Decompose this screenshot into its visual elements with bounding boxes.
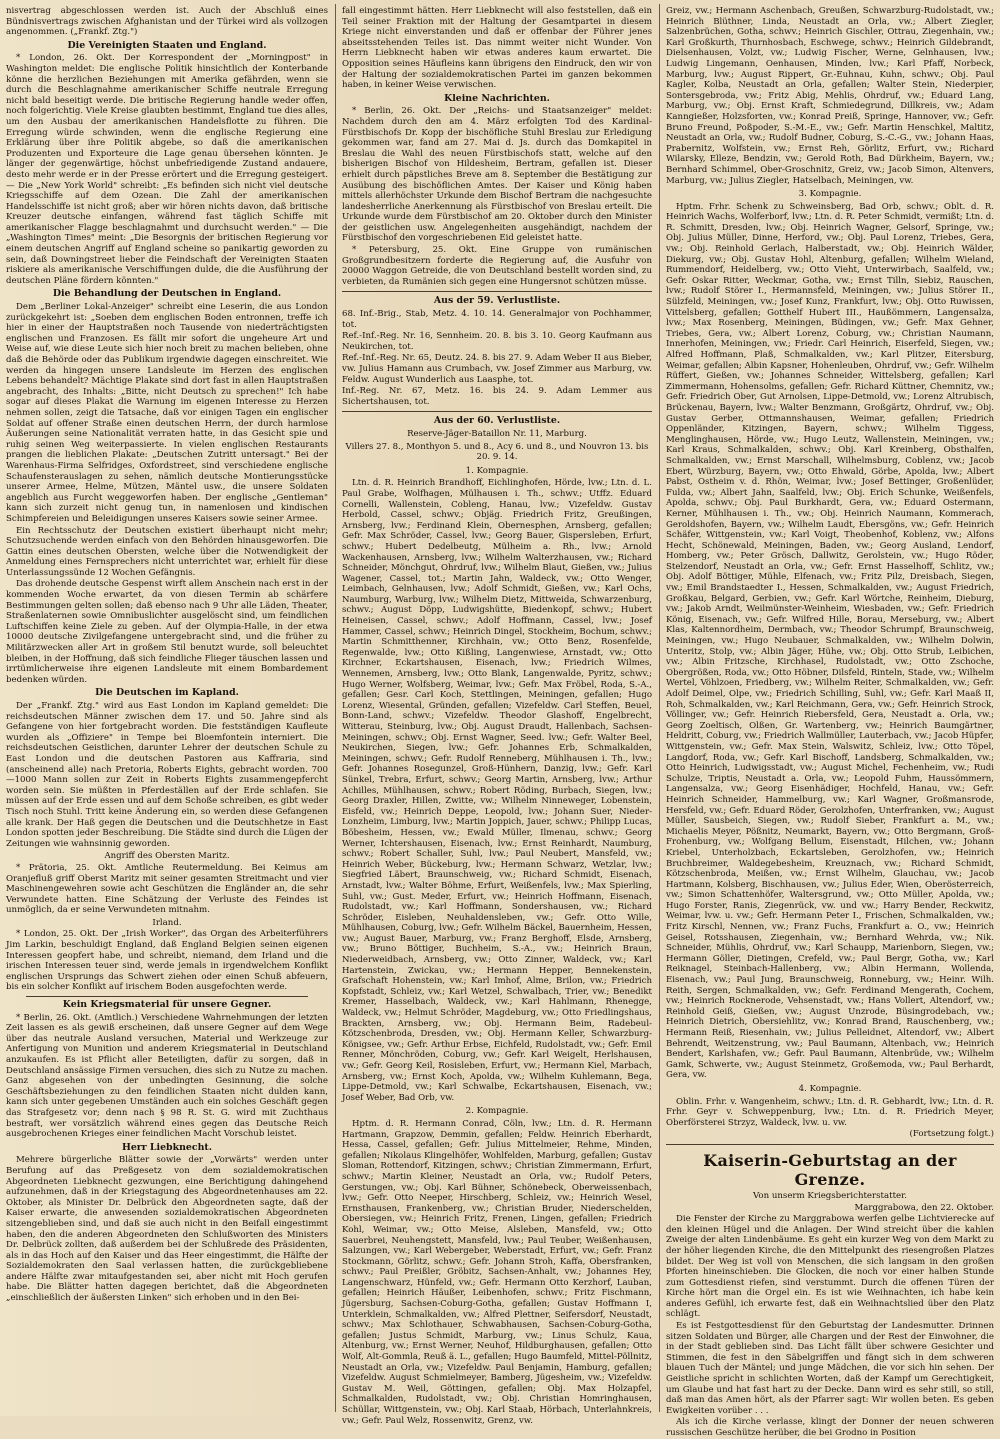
section-heading: Die Vereinigten Staaten und England. xyxy=(67,39,267,51)
article-text: * Prätoria, 25. Okt. Amtliche Reutermeldung. Bei Keimus am Oranjefluß griff Oberst Maritz mit seiner gesamten Streitmacht und vier Maschinengewehren sowie acht Geschützen die Engländer an, die sehr Verwundete hatten. Eine Schätzung der Verluste des Feindes ist unmöglich, da er seine Verwundeten mitnahm. xyxy=(6,862,328,916)
casualty-entry: Inf.-Reg. Nr. 67, Metz. 16. bis 24. 9. Adam Lemmer aus Sichertshausen, tot. xyxy=(342,386,652,407)
section-heading: Aus der 60. Verlustliste. xyxy=(433,415,561,427)
divider xyxy=(26,996,308,997)
battalion-heading: Reserve-Jäger-Bataillon Nr. 11, Marburg. xyxy=(407,428,587,439)
casualty-entry: Ref.-Inf.-Reg. Nr. 65, Deutz. 24. 8. bis 27. 9. Adam Weber II aus Bieber, vw. Julius Hamann aus Crumbach, vw. Josef Zimmer aus Marburg, vw. Feldw. August Wunderlich aus Laasphe, tot. xyxy=(342,353,652,385)
battle-places: Villers 27. 8., Monthyon 5. und 8., Acy 6. und 8., und Nouvron 13. bis 20. 9. 14. xyxy=(345,441,649,463)
article-text: * Berlin, 26. Okt. Der „Reichs- und Staatsanzeiger" meldet: Nachdem durch den am 4. März erfolgten Tod des Kardinal-Fürstbischofs Dr. Kopp der bischöfliche Stuhl Breslau zur Erledigung gekommen war, fand am 27. Mai d. Js. durch das Domkapitel in Breslau die Wahl des neuen Fürstbischofs statt, welche auf den bisherigen Bischof von Hildesheim, Bertram, gefallen ist. Dieser erhielt durch päpstliches Breve am 8. September die Bestätigung zur Ausübung des bischöflichen Amtes. Der Kaiser und König haben mittels allerhöchster Urkunde dem Bischof Bertram die nachgesuchte landesherrliche Anerkennung als Fürstbischof von Breslau erteilt. Die Urkunde wurde dem Fürstbischof am 20. Oktober durch den Minister der geistlichen usw. Angelegenheiten ausgehändigt, nachdem der Fürstbischof den vorgeschriebenen Eid geleistet hatte. xyxy=(342,106,652,244)
article-text: nisvertrag abgeschlossen werden ist. Auch der Abschluß eines Bündnisvertrags zwischen Afghanistan und der Türkei wird als vollzogen angenommen. („Frankf. Ztg.") xyxy=(6,6,328,38)
casualty-entry: 68. Inf.-Brig., Stab, Metz. 4. 10. 14. Generalmajor von Pochhammer, tot. xyxy=(342,309,652,330)
section-heading: Aus der 59. Verlustliste. xyxy=(433,295,561,307)
casualty-list: Ltn. d. R. Heinrich Brandhoff, Eichlinghofen, Hörde, lvw.; Ltn. d. L. Paul Grabe, Wolfhagen, Mülhausen i. Th., schwv.; Utffz. Eduard Cornelli, Wallenstein, Cobleng, Hanau, lvw.; Vizefeldw. Gustav Herbold, Cassel, schwv.; Objäg. Friedrich Fritz, Greußingen, Arnsberg, lvw.; Ferdinand Klein, Obernesphen, Arnsberg, gefallen; Gefr. Max Schröder, Cassel, lvw.; Georg Bauer, Gispersleben, Erfurt, schwv.; Hubert Dedelbeutg, Mülheim a. Rh., lvw.; Arnold Wackenhausen, Arnsberg, lvw.; Wilhelm Walterzhausen, vw.; Richard Schneider, Mönchgut, Ohrdruf, lvw.; Wilhelm Blaut, Gießen, vw.; Julius Wagener, Cassel, tot.; Martin Jahn, Waldeck, vw.; Otto Wenger, Leimbach, Gelnhausen, lvw.; Adolf Schmidt, Gießen, vw.; Karl Ochs, Naumburg, Warburg, lvw.; Wilhelm Dietz, Mittweida, Schwarzenburg, schwv.; August Döpp, Ludwigshütte, Biedenkopf, schwv.; Hubert Heineisen, Cassel, schwv.; Adolf Hoffmann, Cassel, lvw.; Josef Hammer, Cassel, schwv.; Heinrich Dingel, Stockheim, Bochum, schwv.; Martin Schmitthenner, Kirchhain, vw.; Otto Benz, Rosenfelde, Regenwalde, lvw.; Otto Kißling, Langenwiese, Arnstadt, vw.; Otto Kirchner, Eckartshausen, Eisenach, lvw.; Friedrich Wilmes, Wennemen, Arnsberg, lvw.; Otto Blank, Langenwalde, Pyritz, schwv.; Hugo Werner, Wolfsberg, Weimar, lvw.; Gefr. Max Fröbel, Roda, S.-A., gefallen; Gesr. Carl Koch, Stettlingen, Meiningen, gefallen; Hugo Lorenz, Wiesental, Gründen, gefallen; Vizefeldw. Carl Steffen, Beuel, Bonn-Land, schwv.; Vizefeldw. Theodor Glashoff, Engelbrecht, Witterau, Steinburg, lvw.; Obj. August Draudt, Hallenbach, Sachsen-Meiningen, schwv.; Obj. Ernst Wagner, Seed. lvw.; Gefr. Walter Beel, Neukirchen, Siegen, lvw.; Gefr. Johannes Erb, Schmalkalden, Meiningen, schwv.; Gefr. Rudolf Renneberg, Mühlhausen i. Th., lvw.; Gefr. Johannes Rosegunzel, Groß-Hünhern, Danzig, lvw.; Gefr. Karl Sünkel, Trebra, Erfurt, schwv.; Georg Martin, Arnsberg, lvw.; Arthur Achilles, Mühlhausen, schwv.; Robert Röding, Burbach, Siegen, lvw.; Georg Draxler, Hillen, Zwitte, vw.; Wilhelm Ninneweger, Lobenstein, Eisfeld, vw.; Heinrich Deppe, Leopold, lvw.; Johann Suer, Nieder-Lonzheim, Limburg, lvw.; Martin Joppich, Jauer, schwv.; Philipp Lucas, Böbesheim, Hessen, vw.; Ewald Müller, Ilmenau, schwv.; Georg Werner, Ichtershausen, Eisenach, lvw.; Ernst Reinhardt, Naumburg, schwv.; Robert Schaller, Suhl, lvw.; Paul Neubert, Mansfeld, vw.; Heinrich Weber, Bückeburg, lvw.; Hermann Schwarz, Wetzlar, lvw.; Siegfried Läbert, Braunschweig, vw.; Richard Schmidt, Eisenach, Arnstadt, lvw.; Walter Böhme, Erfurt, Weißenfels, lvw.; Max Spierling, Suhl, vw.; Gust. Meder, Erfurt, vw.; Heinrich Hoffmann, Eisenach, Rudolstadt, vw.; Karl Hoffmann, Sondershausen, vw.; Richard Schröder, Eisleben, Neuhaldensleben, vw.; Gefr. Otto Wille, Mühlhausen, Coburg, lvw.; Gefr. Wilhelm Bäckel, Bauernheim, Hessen, vw.; August Bauer, Marburg, vw.; Franz Berghoff, Elsde, Arnsberg, vw.; Bruno Böttiger, Buchheim, S.-A., vw.; Heinrich Braun, Niederweidbach, Arnsberg, vw.; Otto Zinner, Waldeck, vw.; Karl Hartenstein, Zwickau, vw.; Hermann Hepper, Bennekenstein, Grafschaft Hohenstein, vw.; Karl Imhof, Alme, Brilon, vw.; Friedrich Kopfstadt, Schleiz, vw.; Karl Wetzel, Schwalbach, Trier, vw.; Benedikt Kremer, Hasselbach, Waldeck, vw.; Karl Hahlmann, Rhenegge, Waldeck, vw.; Helmut Schröder, Magdeburg, vw.; Otto Friedlingshaus, Brackten, Arnsberg, vw.; Obj. Hermann Beim, Radebeul-Kötzschenbroda, Dresden, vw.; Obj. Hermann Keller, Schwarzburg-Königsee, vw.; Gefr. Arthur Erbse, Eichfeld, Rudolstadt, vw.; Gefr. Emil Renner, Mönchröden, Coburg, vw.; Gefr. Karl Weigelt, Herlshausen, vw.; Gefr. Georg Keil, Rosisleben, Erfurt, vw.; Hermann Kiel, Marbach, Arnsberg, vw.; Ernst Koch, Apolda, vw.; Wilhelm Kuhlemann, Bega, Lippe-Detmold, vw.; Karl Schwalbe, Eckartshausen, Eisenach, vw.; Josef Weber, Bad Orb, vw. xyxy=(342,478,652,1103)
article-text: Als ich die Kirche verlasse, klingt der Donner der neuen schweren russischen Geschütze herüber, die bei Grodno in Position xyxy=(666,1417,994,1438)
article-text: Ein Rechtsschutz der Deutschen existiert überhaupt nicht mehr; Schutzsuchende werden einfach von den Behörden hinausgeworfen. Die Gattin eines deutschen Obersten, welche über die Notwendigkeit der Anmeldung eines Fernsprechers nicht unterrichtet war, erhielt für diese Unterlassungssünde 12 Wochen Gefängnis. xyxy=(6,525,328,578)
section-heading: Kleine Nachrichten. xyxy=(444,92,550,104)
article-text: * Berlin, 26. Okt. (Amtlich.) Verschiedene Wahrnehmungen der letzten Zeit lassen es als gewiß erscheinen, daß unsere Gegner auf dem Wege über das neutrale Ausland versuchen, Material und Werkzeuge zur Anfertigung von Munition und anderem Kriegsmaterial in Deutschland anzukaufen. Es ist Pflicht aller Beteiligten, dafür zu sorgen, daß in Deutschland ansässige Firmen versuchen, dies sich zu Nutze zu machen. Ganz abgesehen von der unbedingten Gesinnung, die solche Geschäftsbeziehungen zu den feindlichen Staaten nicht dulden kann, kann sich unter gegebenen Umständen auch ein solches Geschäft gegen das Strafgesetz vor; denn nach § 98 R. St. G. wird mit Zuchthaus bestraft, wer vorsätzlich während eines gegen das Deutsche Reich ausgebrochenen Krieges einer feindlichen Macht Vorschub leistet. xyxy=(6,1012,328,1140)
article-text: * Petersburg, 25. Okt. Eine Gruppe von rumänischen Großgrundbesitzern forderte die Regierung auf, die Ausfuhr von 20000 Waggon Getreide, die von Deutschland bestellt worden sind, zu verbieten, da Rumänien sich gegen eine Hungersnot schützen müsse. xyxy=(342,245,652,287)
continuation-note: (Fortsetzung folgt.) xyxy=(909,1129,994,1140)
column-divider xyxy=(335,4,336,1412)
section-heading: Herr Liebknecht. xyxy=(121,1141,213,1153)
casualty-list: Greiz, vw.; Hermann Aschenbach, Greußen, Schwarzburg-Rudolstadt, vw.; Heinrich Blüthner, Linda, Neustadt an Orla, vw.; Albert Ziegler, Salzenbrüchen, Gotha, schwv.; Heinrich Gischler, Ottrau, Ziegenhain, vw.; Karl Großkurth, Thurnhosbach, Eschwege, schwv.; Heinrich Gildebrandt, Dielsenhausen, Volzt, vw.; Ludwig Fischer, Werne, Gelnhausen, lvw.; Ludwig Lingemann, Oenhausen, Minden, lvw.; Karl Pfaff, Norbeck, Marburg, lvw.; August Rippert, Gr.-Euhnau, Kuhn, schwv.; Obj. Paul Kagler, Kolba, Neustadt an Orla, gefallen; Walter Stein, Niederpier, Sontersgebroda, vw.; Fritz Abig, Mehlis, Ohrdruf, vw.; Eduard Lang, Marburg, vw.; Obj. Ernst Kraft, Schmiedegrund, Dillkreis, vw.; Adam Kanngießer, Holzsforten, vw.; Konrad Preiß, Springe, Hannover, vw.; Gefr. Bruno Freund, Poßpoder, S.-M.-E., vw.; Gefr. Martin Henschkel, Maltitz, Neustadt an Orla, vw.; Rudolf Budner, Coburg, S.-C.-G., vw.; Johann Haas, Prabernitz, Wolfstein, vw.; Ernst Reh, Görlitz, Erfurt, vw.; Richard Wilarsky, Elleze, Bendzin, vw.; Gerold Roth, Bad Dürkheim, Bayern, vw.; Bernhard Schimmel, Ober-Groschnitz, Greiz, vw.; Jacob Simon, Altenvers, Marburg, vw.; Julius Ziegler, Hatselbach, Meiningen, vw. xyxy=(666,6,994,186)
casualty-list: Oblin. Frhr. v. Wangenheim, schwv.; Ltn. d. R. Gebhardt, lvw.; Ltn. d. R. Frhr. Geyr v. Schweppenburg, lvw.; Ltn. d. R. Friedrich Meyer, Oberförsterei Strzyz, Waldeck, lvw. u. vw. xyxy=(666,1096,994,1128)
casualty-list: Hptm. d. R. Hermann Conrad, Cöln, lvw.; Ltn. d. R. Hermann Hartmann, Grapzow, Demmin, gefallen; Feldw. Heinrich Eberhardt, Hessa, Cassel, gefallen; Gefr. Julius Mittelmeier, Rehme, Minden, gefallen; Nikolaus Klingelhöfer, Wohlfelden, Marburg, gefallen; Gustav Sloman, Rottendorf, Kitzingen, schwv.; Christian Zimmermann, Erfurt, schwv.; Martin Kleiner, Neustadt an Orla, vw.; Rudolf Peters, Gerstungen, vw.; Obj. Karl Bühner, Schönebeck, Oberweissenbach, lvw.; Gefr. Otto Neeper, Hirschberg, Schleiz, vw.; Heinrich Wesel, Ernsthausen, Frankenberg, vw.; Christian Bruder, Niederschelden, Obersiegen, vw.; Heinrich Fritz, Frenen, Lingen, gefallen; Friedrich Kohl, Weimar, vw.; Otto Meise, Alsleben, Mansfeld, vw.; Otto Sauerbrei, Neuhengstett, Mansfeld, lvw.; Paul Teuber, Weißenhausen, Salzungen, vw.; Karl Webergeber, Weberstadt, Erfurt, vw.; Gefr. Franz Stockmann, Görlitz, schwv.; Gefr. Johann Stroh, Kaffa, Obersfranken, schwv.; Paul Preißler, Gröbitz, Sachsen-Anhalt, vw.; Johannes Hey, Langenschwarz, Hünfeld, vw.; Gefr. Hermann Otto Kerzhorf, Lauban, gefallen; Heinrich Häußer, Leibenhofen, schwv.; Fritz Fischmann, Jügersburg, Sachsen-Coburg-Gotha, gefallen; Gustav Hoffmann I, Unterklein, Schmalkalden, vw.; Alfred Plettner, Seifersdorf, Neustadt, schwv.; Max Schlothauer, Schwabhausen, Sachsen-Coburg-Gotha, gefallen; Justus Schmidt, Marburg, vw.; Linus Schulz, Kaua, Altenburg, vw.; Ernst Werner, Neuhof, Hildburghausen, gefallen; Otto Wolf, Alt-Gommla, Reuß ä. L., gefallen; Hugo Baumfeld, Mittel-Pöllnitz, Neustadt an Orla, vw.; Vizefeldw. Paul Benjamin, Hamburg, gefallen; Vizefeldw. August Schmielmeyer, Bamberg, Jügesheim, vw.; Vizefeldw. Gustav M. Weil, Göttingen, gefallen; Obj. Max Holzapfel, Schmalkalden, Rudolstadt, vw.; Obj. Christian Homringhausen, Schüllar, Wittgenstein, vw.; Obj. Karl Staab, Hörbach, Unterlahnkreis, vw.; Gefr. Paul Welz, Rossenwitz, Grenz, vw. xyxy=(342,1118,653,1426)
company-heading: 1. Kompagnie. xyxy=(465,465,529,476)
dateline: Marggrabowa, den 22. Oktober. xyxy=(854,1202,994,1213)
company-heading: 3. Kompagnie. xyxy=(798,189,862,200)
article-text: * London, 25. Okt. Der „Irish Worker", das Organ des Arbeiterführers Jim Larkin, beschuldigt England, daß England Belgien seinen eigenen Interessen geopfert habe, und schreibt, niemand, dem Irland und die irischen Interessen teuer sind, werde jemals in irgendwelchem Konflikt englischen Ursprungs das Schwert ziehen oder einen Schuß abfeuern, bis ein solcher Konflikt auf irischem Boden ausgefochten werde. xyxy=(6,929,328,993)
section-heading: Die Deutschen im Kapland. xyxy=(95,687,239,699)
feature-headline: Kaiserin-Geburtstag an der Grenze. xyxy=(703,1150,957,1189)
article-text: Mehrere bürgerliche Blätter sowie der „Vorwärts" werden unter Berufung auf das Preßgesetz von dem sozialdemokratischen Abgeordneten Liebknecht gezwungen, eine Berichtigung dahingehend aufzunehmen, daß in der Kriegstagung des Abgeordnetenhauses am 22. Oktober, als Minister Dr. Delbrück den Abgeordneten sagte, daß der Kaiser erwarte, die anwesenden sozialdemokratischen Abgeordneten sitzengeblieben sind, und daß sie auch nicht in den Beifall eingestimmt haben, den die anderen Abgeordneten den Schlußworten des Ministers Dr. Delbrück zollten, daß außerdem bei der Schlußrede des Präsidenten, als in das Hoch auf den Kaiser und das Heer eingestimmt, die Hälfte der Sozialdemokraten den Saal verlassen hatten, die zurückgebliebene andere Hälfte zwar mitaufgestanden sei, aber nicht mit Hoch gerufen habe. Die Blätter hatten dagegen berichtet, daß die Abgeordneten „einschließlich der äußersten Linken" sich erhoben und in den Bei- xyxy=(6,1155,328,1304)
section-heading: Die Behandlung der Deutschen in England. xyxy=(52,288,282,300)
article-text: Dem „Berliner Lokal-Anzeiger" schreibt eine Leserin, die aus London zurückgekehrt ist: „Soeben dem englischen Boden entronnen, treffe ich hier in einer der Hauptstraßen noch Tausende von niederträchtigsten englischen und Franzosen. Es fällt mir sofort die ungeheure Art und Weise auf, wie diese Leute sich hier noch breit zu machen belieben, ohne daß die Behörde oder das Publikum irgendwie dagegen einschreitet. Wie werden da hingegen unsere Landsleute im Herzen des englischen Lebens behandelt? Mächtige Plakate sind dort fast in allen Hauptstraßen angebracht, des Inhalts: „Bitte, nicht Deutsch zu sprechen!" Ich habe sogar auf dieses Plakat die Warnung im eigenen Interesse zu Herzen nehmen sollen, zeigt die Tatsache, daß vor einigen Tagen ein englischer Soldat auf offener Straße einen deutschen Herrn, der durch harmlose Äußerungen seine Nationalität verraten hatte, in das Gesicht spie und ruhig seinen Weg weiterpassierte. In vielen englischen Restaurants prangen die lieblichen Plakate: „Deutschen Zutritt untersagt." Bei der Warenhaus-Firma Selfridges, Oxfordstreet, sind verschiedene englische Schaufensterauslagen zu sehen, nämlich deutsche Montierungsstücke unserer Armee, Helme, Mützen, Mäntel usw., die unsere Soldaten angeblich aus Furcht weggeworfen haben. Der englische „Gentleman" kann sich zurzeit nicht genug tun, in namenlosen und kindischen Schimpfereien und Beleidigungen unseres Kaisers sowie seiner Armee. xyxy=(6,302,328,524)
column-divider xyxy=(659,4,660,1412)
section-heading: Kein Kriegsmaterial für unsere Gegner. xyxy=(62,999,272,1011)
divider xyxy=(666,1144,994,1145)
article-text: Das drohende deutsche Gespenst wirft allem Anschein nach erst in der kommenden Woche erwartet, da von diesen Termin ab schärfere Bestimmungen gelten sollen; daß ebenso nach 9 Uhr alle Läden, Theater, Straßenlaternen sowie Omnibuslichter ausgelöscht sind, um feindlichen Luftschiffen keine Ziele zu geben. Auf der Olympia-Halle, in der etwa 10000 deutsche Zivilgefangene untergebracht sind, und die früher zu Militärzwecken aller Art in großem Stil benutzt wurde, soll beleuchtet bleiben, in der Hoffnung, daß sich feindliche Flieger täuschen lassen und irrtümlicherweise ihre eigenen Landsleute mit einem Bombardement bedenken würden. xyxy=(6,579,328,685)
middle-column xyxy=(342,6,653,1426)
casualty-entry: Ref.-Inf.-Reg. Nr. 16, Sennheim. 20. 8. bis 3. 10. Georg Kaufmann aus Neukirchen, tot. xyxy=(342,331,652,352)
company-heading: 2. Kompagnie. xyxy=(465,1106,529,1117)
right-column xyxy=(666,6,994,1438)
article-text: Es ist Festgottesdienst für den Geburtstag der Landesmutter. Drinnen sitzen Soldaten und Bürger, alle Chargen und der Rest der Einwohner, die in der Stadt geblieben sind. Das Licht fällt über schwere Gesichter und Stimmen, die fest in den Säbelgriffen und fängt sich in dem schweren blauen Tuch der Mäntel; und junge Mädchen, die vor sich hin sehen. Der Geistliche spricht in schlichten Worten, daß der Kampf um Gerechtigkeit, um Glaube und hat fast hart zu der Decke. Dann wird es sehr still, so still, daß man das Amen hört, als der Pfarrer sagt: Wir wollen beten. Es geben Ewigkeiten vorüber . . . xyxy=(666,1321,994,1416)
divider xyxy=(342,291,652,292)
article-text: * London, 26. Okt. Der Korrespondent der „Morningpost" in Washington meldet: Die englische Politik hinsichtlich der Konterbande könne die herzlichen Beziehungen mit Amerika gefährden, wenn sie durch die Beschlagnahme amerikanischer Schiffe neutrale Erregung nicht bald beseitigt werde. Die britische Regierung handle weder offen, noch folgerichtig. Viele Kreise glaubten bestimmt, England tue dies alles, um den Ausbau der amerikanischen Handelsflotte zu führen. Die Erregung würde schwinden, wenn die englische Regierung eine Erklärung über ihre Politik abgebe, so daß die amerikanischen Produzenten und Exporteure die Lage genau übersehen könnten. Je länger der gegenwärtige, höchst unbefriedigende Zustand andauere, desto mehr werde er in der Presse erörtert und die Erregung gesteigert. — Die „New York World" schreibt: „Es befinden sich nicht viel deutsche Kriegsschiffe auf dem Ozean. Die Zahl der amerikanischen Handelsschiffe ist nicht groß; aber wir hören nichts davon, daß britische Kreuzer deutsche einfangen, während fast täglich Schiffe mit amerikanischer Flagge beschlagnahmt und durchsucht werden." — Die „Washington Times" meint: „Die Besorgnis der britischen Regierung vor einem deutschen Angriff auf England scheine so panikartig geworden zu sein, daß Downingstreet lieber die Feindschaft der Vereinigten Staaten riskiere als amerikanische Verschiffungen dulde, die die Ausführung der deutschen Pläne fördern könnten." xyxy=(6,53,328,286)
section-subheading: Irland. xyxy=(152,917,182,928)
feature-byline: Von unserm Kriegsberichterstatter. xyxy=(753,1190,907,1201)
left-column xyxy=(6,6,328,1410)
section-subheading: Angriff des Obersten Maritz. xyxy=(104,851,230,862)
casualty-list: Hptm. Frhr. Schenk zu Schweinsberg, Bad Orb, schwv.; Oblt. d. R. Heinrich Wachs, Wolferborf, lvw.; Ltn. d. R. Peter Schmidt, vermißt; Ltn. d. R. Schmitt, Dresden, lvw.; Obj. Heinrich Wagner, Gelsorf, Springe, vw.; Obj. Julius Müller, Dinne, Herford, vw.; Obj. Paul Lorenz, Triebes, Gera, vw.; Obj. Reinhold Gerlach, Halberstadt, vw.; Obj. Heinrich Wälder, Diekurg, vw.; Obj. Gustav Hohl, Altenburg, gefallen; Wilhelm Wieland, Rummendorf, Heidelberg, vw.; Otto Vieht, Unterwirbach, Saalfeld, vw.; Gefr. Oskar Ritter, Weckmar, Gotha, vw.; Ernst Tilln, Siebiz, Rauschen, lvw.; Rudolf Störer I., Hermannsfeld, Meiningen, vw.; Julius Störer II., Sülzfeld, Meiningen, vw.; Josef Kunz, Frankfurt, lvw.; Obj. Otto Ruwissen, Vittelsberg, gefallen; Gotthelf Hubert III., Haußömmern, Langensalza, lvw.; Max Rosenberg, Meiningen, Büdingen, vw.; Gefr. Max Gehner, Triebes, Gera, vw.; Albert Lorenz, Coburg, vw.; Christian Naumann, Innerhofen, Meiningen, vw.; Friedr. Carl Heinrich, Eiserfeld, Siegen, vw.; Alfred Hoffmann, Plaß, Schmalkalden, vw.; Karl Plitzer, Eitersburg, Weimar, gefallen; Albin Kapsner, Hohenleuben, Ohrdruf, vw.; Gefr. Wilhelm Rüffert, Gießen, vw.; Johannes Schneider, Wittelsberg, gefallen; Karl Zimmermann, Hohensolms, gefallen; Gefr. Richard Küttner, Chemnitz, vw.; Gefr. Friedrich Ober, Gut Arnolsen, Lippe-Detmold, vw.; Lorenz Altrubisch, Brückenau, Bayern, lvw.; Walter Benzmann, Großgärtz, Ohrdruf, vw.; Obj. Gustav Gerber, Ottmannshausen, Weimar, gefallen; Friedrich Oppenländer, Kitzingen, Bayern, schwv.; Wilhelm Tiggess, Menglinghausen, Hörde, vw.; Hugo Leutz, Wallenstein, Meiningen, vw.; Karl Kraus, Schmalkalden, schwv.; Obj. Karl Kreinberg, Obsthalfen, Schmalkalden, vw.; Ernst Marschall, Wilhelmsburg, Coblenz, vw.; Jacob Ebert, Würzburg, Bayern, vw.; Otto Ehwald, Görbe, Apolda, lvw.; Albert Pabst, Ostheim v. d. Rhön, Weimar, lvw.; Josef Bettinger, Großenlüder, Fulda, vw.; Albert Jahn, Saalfeld, lvw.; Obj. Erich Schunke, Weißenfels, Apolda, schwv.; Obj. Paul Burkhardt, Gera, vw.; Eduard Ostermann, Kerner, Mühlhausen i. Th., vw.; Obj. Heinrich Naumann, Kommerach, Geroldshofen, Bayern, vw.; Wilhelm Laudt, Ebersgöns, vw.; Gefr. Heinrich Schäfer, Wittgenstein, vw.; Karl Voigt, Theobenhof, Koblenz, vw.; Alfons Hecht, Schönewald, Meiningen, Baden, vw.; Georg Ausland, Lendorf, Homberg, vw.; Peter Grösch, Dallwitz, Gerolstein, vw.; Hugo Röder, Stelzendorf, Neustadt an Orla, vw.; Gefr. Ernst Hasselhoff, Schlitz, vw.; Obj. Adolf Böttiger, Mühle, Elfenach, vw.; Fritz Pilz, Dreisbach, Siegen, vw.; Emil Brandstaedter I., Hessen, Schmalkalden, vw.; August Friedrich, Großkau, Belgard, Gerbien, vw.; Gefr. Karl Wörtche, Reinheim, Dieburg, vw.; Jakob Arndt, Weilmünster-Weinheim, Wiesbaden, vw.; Gefr. Friedrich König, Eisenach, vw.; Gefr. Wilfred Hille, Borau, Merseburg, vw.; Albert Klas, Kaltennordheim, Dermbach, vw.; Theodor Schrumpf, Braunschweig, Meiningen, vw.; Hugo Neubauer, Schmalkalden, vw.; Wilhelm Dolwin, Unteritz, Stolp, vw.; Albin Jäger, Hühe, vw.; Obj. Otto Strub, Leibichen, vw.; Albin Fritzsche, Kirchhasel, Rudolstadt, vw.; Otto Zschoche, Obergrößen, Roda, vw.; Otto Höbner, Dilsfeld, Rinteln, Stade, vw.; Wilhelm Wertel, Vöhlzoen, Friedberg, vw.; Wilhelm Reiter, Schmalkalden, vw.; Gefr. Adolf Deimel, Olpe, vw.; Friedrich Schilling, Suhl, vw.; Gefr. Karl Maaß II, Roh, Schmalkalden, vw.; Karl Reichmann, Gera, vw.; Gefr. Heinrich Strock, Völlinger, vw.; Gefr. Heinrich Riebersfeld, Gera, Neustadt a. Orla, vw.; Georg Zoeltisch, Olßen, Gr. Wartenberg, vw.; Heinrich Baumgärtner, Heldritt, Coburg, vw.; Friedrich Wallmüller, Lauterbach, vw.; Jacob Hüpfer, Wittgenstein, vw.; Gefr. Max Stein, Walswitz, Schleiz, lvw.; Otto Töpel, Langdorf, Roda, vw.; Gefr. Karl Bischoff, Landsberg, Schmalkalden, vw.; Otto Heinrich, Ludwigsstadt, vw.; August Michel, Fechenheim, vw.; Rudi Schulze, Triptis, Neustadt a. Orla, vw.; Leopold Fuhm, Haussömmern, Langensalza, vw.; Georg Eisenhädiger, Hochfeld, Hanau, vw.; Gefr. Heinrich Schneider, Hammelburg, vw.; Karl Wagner, Großmansrode, Hersfeld, vw.; Gefr. Eduard Röder, Gerolzhofen, Unterfranken, vw.; August Müller, Sausbeich, Siegen, vw.; Rudolf Sieber, Frankfurt a. M., vw.; Michaelis Meyer, Pößnitz, Neumarkt, Bayern, vw.; Otto Bergmann, Groß-Frohenburg, vw.; Wolfgang Bellum, Eisenstadt, Hilchen, vw.; Johann Kriebel, Unterholzbach, Eckartsleben, Gerolzhofen, vw.; Heinrich Bruchbreimer, Waldegebesheim, Kreuznach, vw.; Richard Schmidt, Kötzschenbroda, Meißen, vw.; Ernst Wilhelm, Glauchau, vw.; Jacob Hartmann, Kolsberg, Bischhausen, vw.; Julius Eder, Wien, Oberösterreich, vw.; Simon Schattenhöfer, Waltersgrund, vw.; Otto Müller, Apolda, vw.; Hugo Forster, Ranis, Ziegenrück, vw. und vw.; Harry Bender, Reckwitz, Weimar, lvw. u. vw.; Gefr. Hermann Peter I., Frischen, Schmalkalden, vw.; Fritz Kirschl, Nennen, vw.; Franz Fuchs, Frankfurt a. O., vw.; Heinrich Geisel, Rotsshausen, Ziegenhain, vw.; Bernhard Wehrda, vw.; Nik. Schneider, Mühlis, Ohrdruf, vw.; Karl Schaupp, Marienborn, Siegen, vw.; Hermann Göller, Dietingen, Crefeld, vw.; Paul Bergr, Gotha, vw.; Karl Reiknagel, Steinbach-Hallenberg, vw.; Albin Hermann, Wollenda, Eisenach, vw.; Paul Jung, Braunschweig, Ronneburg, vw.; Heinr. Wilh. Reith, Sergen, Schmalkalden, vw.; Gefr. Ferdinand Mengerath, Cochem, vw.; Heinrich Rocknerode, Vehsenstadt, vw.; Hans Vollert, Altendorf, vw.; Reinhold Geiß, Gießen, vw.; August Unzrode, Büsingrodebach, vw.; Heinrich Dietrich, Obersiehlitz, vw.; Konrad Brand, Rauschenberg, vw.; Hermann Reiß, Riesenhain, vw.; Julius Pelleidnet, Altendorf, vw.; Albert Behrendt, Weitzenstrung, vw.; Paul Baumann, Altenbach, vw.; Heinrich Bendert, Karlshafen, vw.; Gefr. Paul Baumann, Altenbrüde, vw.; Wilhelm Gamk, Schwerte, vw.; August Steinmetz, Großemoda, vw.; Paul Berhardt, Gera, vw. xyxy=(666,201,994,1081)
article-text: Die Fenster der Kirche zu Marggrabowa werfen gelbe Lichtvierecke auf den kleinen Hügel und die Anlagen. Der Wind streicht über die kahlen Zweige der alten Lindenbäume. Es geht ein kurzer Weg von dem Markt zu der höher liegenden Kirche, die den Mittelpunkt des riesengroßen Platzes bildet. Der Weg ist voll von Menschen, die sich langsam in den großen Pforten hineinschieben. Die Glocken, die noch vor einer halben Stunde zum Gottesdienst riefen, sind verstummt. Durch die offenen Türen der Kirche hört man die Orgel ein. Es ist wie Weihnachten, ich habe kein anderes Gefühl, ich erwarte fest, daß ein Weihnachtslied über den Platz schlägt. xyxy=(666,1214,994,1320)
article-text: fall eingestimmt hätten. Herr Liebknecht will also feststellen, daß ein Teil seiner Fraktion mit der Haltung der Gesamtpartei in diesem Kriege nicht einverstanden und daß er offenbar der Führer jenes abseitsstehenden Teiles ist. Das nimmt weiter nicht Wunder. Von Herrn Liebknecht haben wir etwas anderes kaum erwartet. Die Opposition seines Häufleins kann übrigens den Eindruck, den wir von der Haltung der sozialdemokratischen Partei im ganzen bekommen haben, in keiner Weise verwischen. xyxy=(342,6,652,91)
article-text: Der „Frankf. Ztg." wird aus East London im Kapland gemeldet: Die reichsdeutschen Männer zwischen dem 17. und 50. Jahre sind als Gefangene von hier fortgebracht worden. Die festständigen Kaufleute wurden als „Offiziere" in Tempe bei Bloemfontein interniert. Die reichsdeutschen Geistlichen, darunter Lehrer der deutschen Schule zu East London und die deutschen Pastoren aus Kaffraria, sind (anscheinend alle) nach Pretoria, Roberts Eights, gebracht worden. 700—1000 Mann sollen zur Zeit in Roberts Eights zusammengepfercht worden sein. Sie müßten in Pferdeställen auf der Erde schlafen. Sie müssen auf der Erde essen und auf dem Schoße schreiben, es gibt weder Tisch noch Stuhl. Tritt keine Änderung ein, so werden diese Gefangenen alle krank. Der Haß gegen die Deutschen und die Deutschhetze in East London spotten jeder Beschreibung. Die Städte sind durch die Lügen der Zeitungen wie wahnsinnig geworden. xyxy=(6,701,328,849)
divider xyxy=(342,411,652,412)
company-heading: 4. Kompagnie. xyxy=(798,1083,862,1094)
